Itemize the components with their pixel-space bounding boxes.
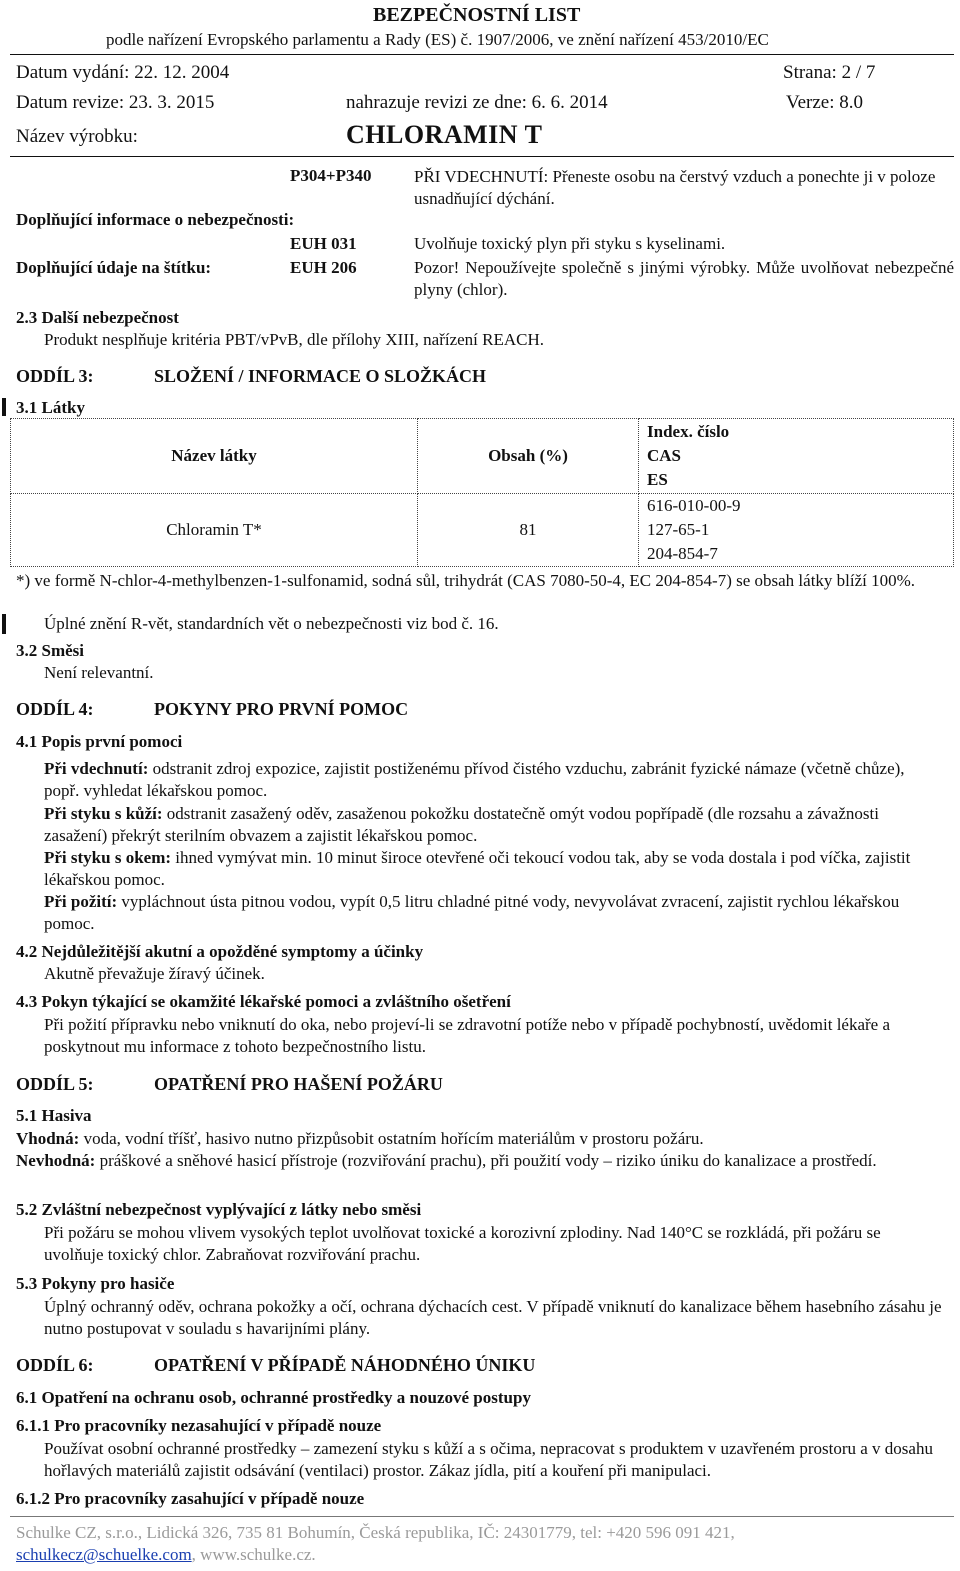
col-header-content-text: Obsah (%) bbox=[488, 446, 568, 465]
table-header-row bbox=[11, 419, 954, 494]
skin-label: Při styku s kůží: bbox=[44, 804, 163, 823]
section-5-label: ODDÍL 5: bbox=[16, 1074, 94, 1094]
unsuitable-media bbox=[16, 1150, 954, 1172]
document-subtitle: podle nařízení Evropského parlamentu a Rady (ES) č. 1907/2006, ve znění nařízení 453/2010/EC bbox=[106, 30, 769, 49]
cell-substance-ids bbox=[639, 494, 954, 567]
first-aid-skin bbox=[44, 803, 938, 847]
section-6-label: ODDÍL 6: bbox=[16, 1355, 94, 1375]
revision-date: Datum revize: 23. 3. 2015 bbox=[16, 92, 215, 113]
suitable-media bbox=[16, 1128, 954, 1150]
col-header-content bbox=[418, 419, 639, 494]
col-header-cas-text: CAS bbox=[647, 446, 682, 465]
cell-substance-content bbox=[418, 494, 639, 567]
section-3-2-title: 3.2 Směsi bbox=[16, 641, 84, 660]
first-aid-ingestion bbox=[44, 891, 938, 935]
skin-text: odstranit zasažený oděv, zasaženou pokožku dostatečně omýt vodou popřípadě (dle rozsahu a závažnosti zasažení) překrýt sterilním obvazem a zajistit lékařskou pomoc. bbox=[44, 804, 879, 845]
first-aid-inhalation bbox=[44, 758, 938, 802]
table-footnote: *) ve formě N-chlor-4-methylbenzen-1-sulfonamid, sodná sůl, trihydrát (CAS 7080-50-4, EC 204-854-7) se obsah látky blíží 100%. bbox=[16, 571, 916, 590]
first-aid-eye bbox=[44, 847, 938, 891]
substance-table bbox=[10, 418, 954, 567]
inhalation-label: Při vdechnutí: bbox=[44, 759, 149, 778]
unsuitable-label: Nevhodná: bbox=[16, 1151, 96, 1170]
header-rule-bottom bbox=[10, 156, 954, 157]
section-4-1-title: 4.1 Popis první pomoci bbox=[16, 732, 183, 751]
section-4-3-text: Při požití přípravku nebo vniknutí do oka, nebo projeví-li se zdravotní potíže nebo v případě pochybností, uvědomit lékaře a poskytnout mu informace z tohoto bezpečnostního listu. bbox=[44, 1015, 891, 1056]
col-header-name-text: Název látky bbox=[171, 446, 257, 465]
change-marker-2 bbox=[2, 614, 6, 634]
header-rule-top bbox=[10, 54, 954, 55]
unsuitable-text: práškové a sněhové hasicí přístroje (rozviřování prachu), při použití vody – riziko úniku do kanalizace a prostředí. bbox=[95, 1151, 877, 1170]
ingestion-label: Při požití: bbox=[44, 892, 118, 911]
suitable-text: voda, vodní tříšť, hasivo nutno přizpůsobit ostatním hořícím materiálům v prostoru požáru. bbox=[79, 1129, 704, 1148]
product-label: Název výrobku: bbox=[16, 126, 138, 147]
footer-rule bbox=[10, 1516, 954, 1517]
euh031-text: Uvolňuje toxický plyn při styku s kyselinami. bbox=[414, 234, 726, 253]
p-text: PŘI VDECHNUTÍ: Přeneste osobu na čerstvý vzduch a ponechte ji v poloze usnadňující dýchání. bbox=[414, 167, 936, 208]
col-header-index-text: Index. číslo bbox=[647, 422, 730, 441]
cell-substance-name bbox=[11, 494, 418, 567]
p-code: P304+P340 bbox=[290, 166, 372, 185]
footer-contact bbox=[16, 1545, 316, 1565]
section-2-3-title: 2.3 Další nebezpečnost bbox=[16, 308, 179, 327]
replaces-revision: nahrazuje revizi ze dne: 6. 6. 2014 bbox=[346, 92, 608, 113]
section-6-1-1-text: Používat osobní ochranné prostředky – zamezení styku s kůží a s očima, nepracovat s produktem v uzavřeném prostoru a v dosahu hořlavých materiálů zajistit odsávání (ventilaci) prostor. Zákaz jídla, pití a kouření při manipulaci. bbox=[44, 1439, 933, 1480]
section-3-2-text: Není relevantní. bbox=[44, 663, 154, 682]
substance-name: Chloramin T* bbox=[166, 520, 262, 539]
section-6-1-title: 6.1 Opatření na ochranu osob, ochranné prostředky a nouzové postupy bbox=[16, 1388, 531, 1407]
section-3-label: ODDÍL 3: bbox=[16, 366, 94, 386]
col-header-index bbox=[639, 419, 954, 494]
change-marker bbox=[2, 398, 6, 416]
full-text-note: Úplné znění R-vět, standardních vět o nebezpečnosti viz bod č. 16. bbox=[44, 614, 499, 633]
section-5-title: OPATŘENÍ PRO HAŠENÍ POŽÁRU bbox=[154, 1074, 443, 1094]
section-4-title: POKYNY PRO PRVNÍ POMOC bbox=[154, 699, 409, 719]
product-name: CHLORAMIN T bbox=[346, 120, 543, 149]
substance-index: 616-010-00-9 bbox=[647, 496, 741, 515]
section-2-3-text: Produkt nesplňuje kritéria PBT/vPvB, dle přílohy XIII, nařízení REACH. bbox=[44, 330, 545, 349]
page-number: Strana: 2 / 7 bbox=[783, 62, 876, 83]
section-5-1-title: 5.1 Hasiva bbox=[16, 1106, 92, 1125]
section-5-3-text: Úplný ochranný oděv, ochrana pokožky a očí, ochrana dýchacích cest. V případě vniknutí do kanalizace během hasebního zásahu je nutno postupovat v souladu s havarijními plány. bbox=[44, 1297, 942, 1338]
footer-email-link[interactable]: schulkecz@schuelke.com bbox=[16, 1545, 192, 1564]
eye-text: ihned vymývat min. 10 minut široce otevřené oči tekoucí vodou tak, aby se voda dostala i pod víčka, zajistit lékařskou pomoc. bbox=[44, 848, 911, 889]
section-4-2-title: 4.2 Nejdůležitější akutní a opožděné symptomy a účinky bbox=[16, 942, 424, 961]
label-info-label: Doplňující údaje na štítku: bbox=[16, 258, 212, 277]
footer-web: , www.schulke.cz. bbox=[191, 1545, 316, 1564]
euh206-text: Pozor! Nepoužívejte společně s jinými výrobky. Může uvolňovat nebezpečné plyny (chlor). bbox=[414, 258, 954, 299]
section-5-3-title: 5.3 Pokyny pro hasiče bbox=[16, 1274, 175, 1293]
document-title: BEZPEČNOSTNÍ LIST bbox=[373, 4, 581, 26]
eye-label: Při styku s okem: bbox=[44, 848, 172, 867]
inhalation-text: odstranit zdroj expozice, zajistit postiženému přívod čistého vzduchu, zabránit fyzické námaze (včetně chůze), popř. vyhledat lékařskou pomoc. bbox=[44, 759, 905, 800]
euh206-code: EUH 206 bbox=[290, 258, 357, 277]
substance-cas: 127-65-1 bbox=[647, 520, 710, 539]
section-6-1-1-title: 6.1.1 Pro pracovníky nezasahující v případě nouze bbox=[16, 1416, 382, 1435]
section-3-1-title: 3.1 Látky bbox=[16, 398, 85, 417]
extra-info-label: Doplňující informace o nebezpečnosti: bbox=[16, 210, 295, 229]
col-header-es-text: ES bbox=[647, 470, 668, 489]
substance-es: 204-854-7 bbox=[647, 544, 718, 563]
issue-date: Datum vydání: 22. 12. 2004 bbox=[16, 62, 230, 83]
section-6-title: OPATŘENÍ V PŘÍPADĚ NÁHODNÉHO ÚNIKU bbox=[154, 1355, 536, 1375]
col-header-name bbox=[11, 419, 418, 494]
version: Verze: 8.0 bbox=[786, 92, 864, 113]
ingestion-text: vypláchnout ústa pitnou vodou, vypít 0,5 litru chladné pitné vody, nevyvolávat zvracení, zajistit rychlou lékařskou pomoc. bbox=[44, 892, 900, 933]
substance-content: 81 bbox=[519, 520, 537, 539]
section-4-3-title: 4.3 Pokyn týkající se okamžité lékařské pomoci a zvláštního ošetření bbox=[16, 992, 511, 1011]
section-4-2-text: Akutně převažuje žíravý účinek. bbox=[44, 964, 265, 983]
section-5-2-title: 5.2 Zvláštní nebezpečnost vyplývající z látky nebo směsi bbox=[16, 1200, 422, 1219]
section-5-2-text: Při požáru se mohou vlivem vysokých teplot uvolňovat toxické a korozivní zplodiny. Nad 140°C se rozkládá, při požáru se uvolňuje toxický chlor. Zabraňovat rozviřování prachu. bbox=[44, 1223, 881, 1264]
section-3-title: SLOŽENÍ / INFORMACE O SLOŽKÁCH bbox=[154, 366, 487, 386]
table-row bbox=[11, 494, 954, 567]
section-6-1-2-title: 6.1.2 Pro pracovníky zasahující v případě nouze bbox=[16, 1489, 365, 1508]
footer-company: Schulke CZ, s.r.o., Lidická 326, 735 81 Bohumín, Česká republika, IČ: 24301779, tel: +420 596 091 421, bbox=[16, 1523, 735, 1542]
section-4-label: ODDÍL 4: bbox=[16, 699, 94, 719]
suitable-label: Vhodná: bbox=[16, 1129, 80, 1148]
euh031-code: EUH 031 bbox=[290, 234, 357, 253]
